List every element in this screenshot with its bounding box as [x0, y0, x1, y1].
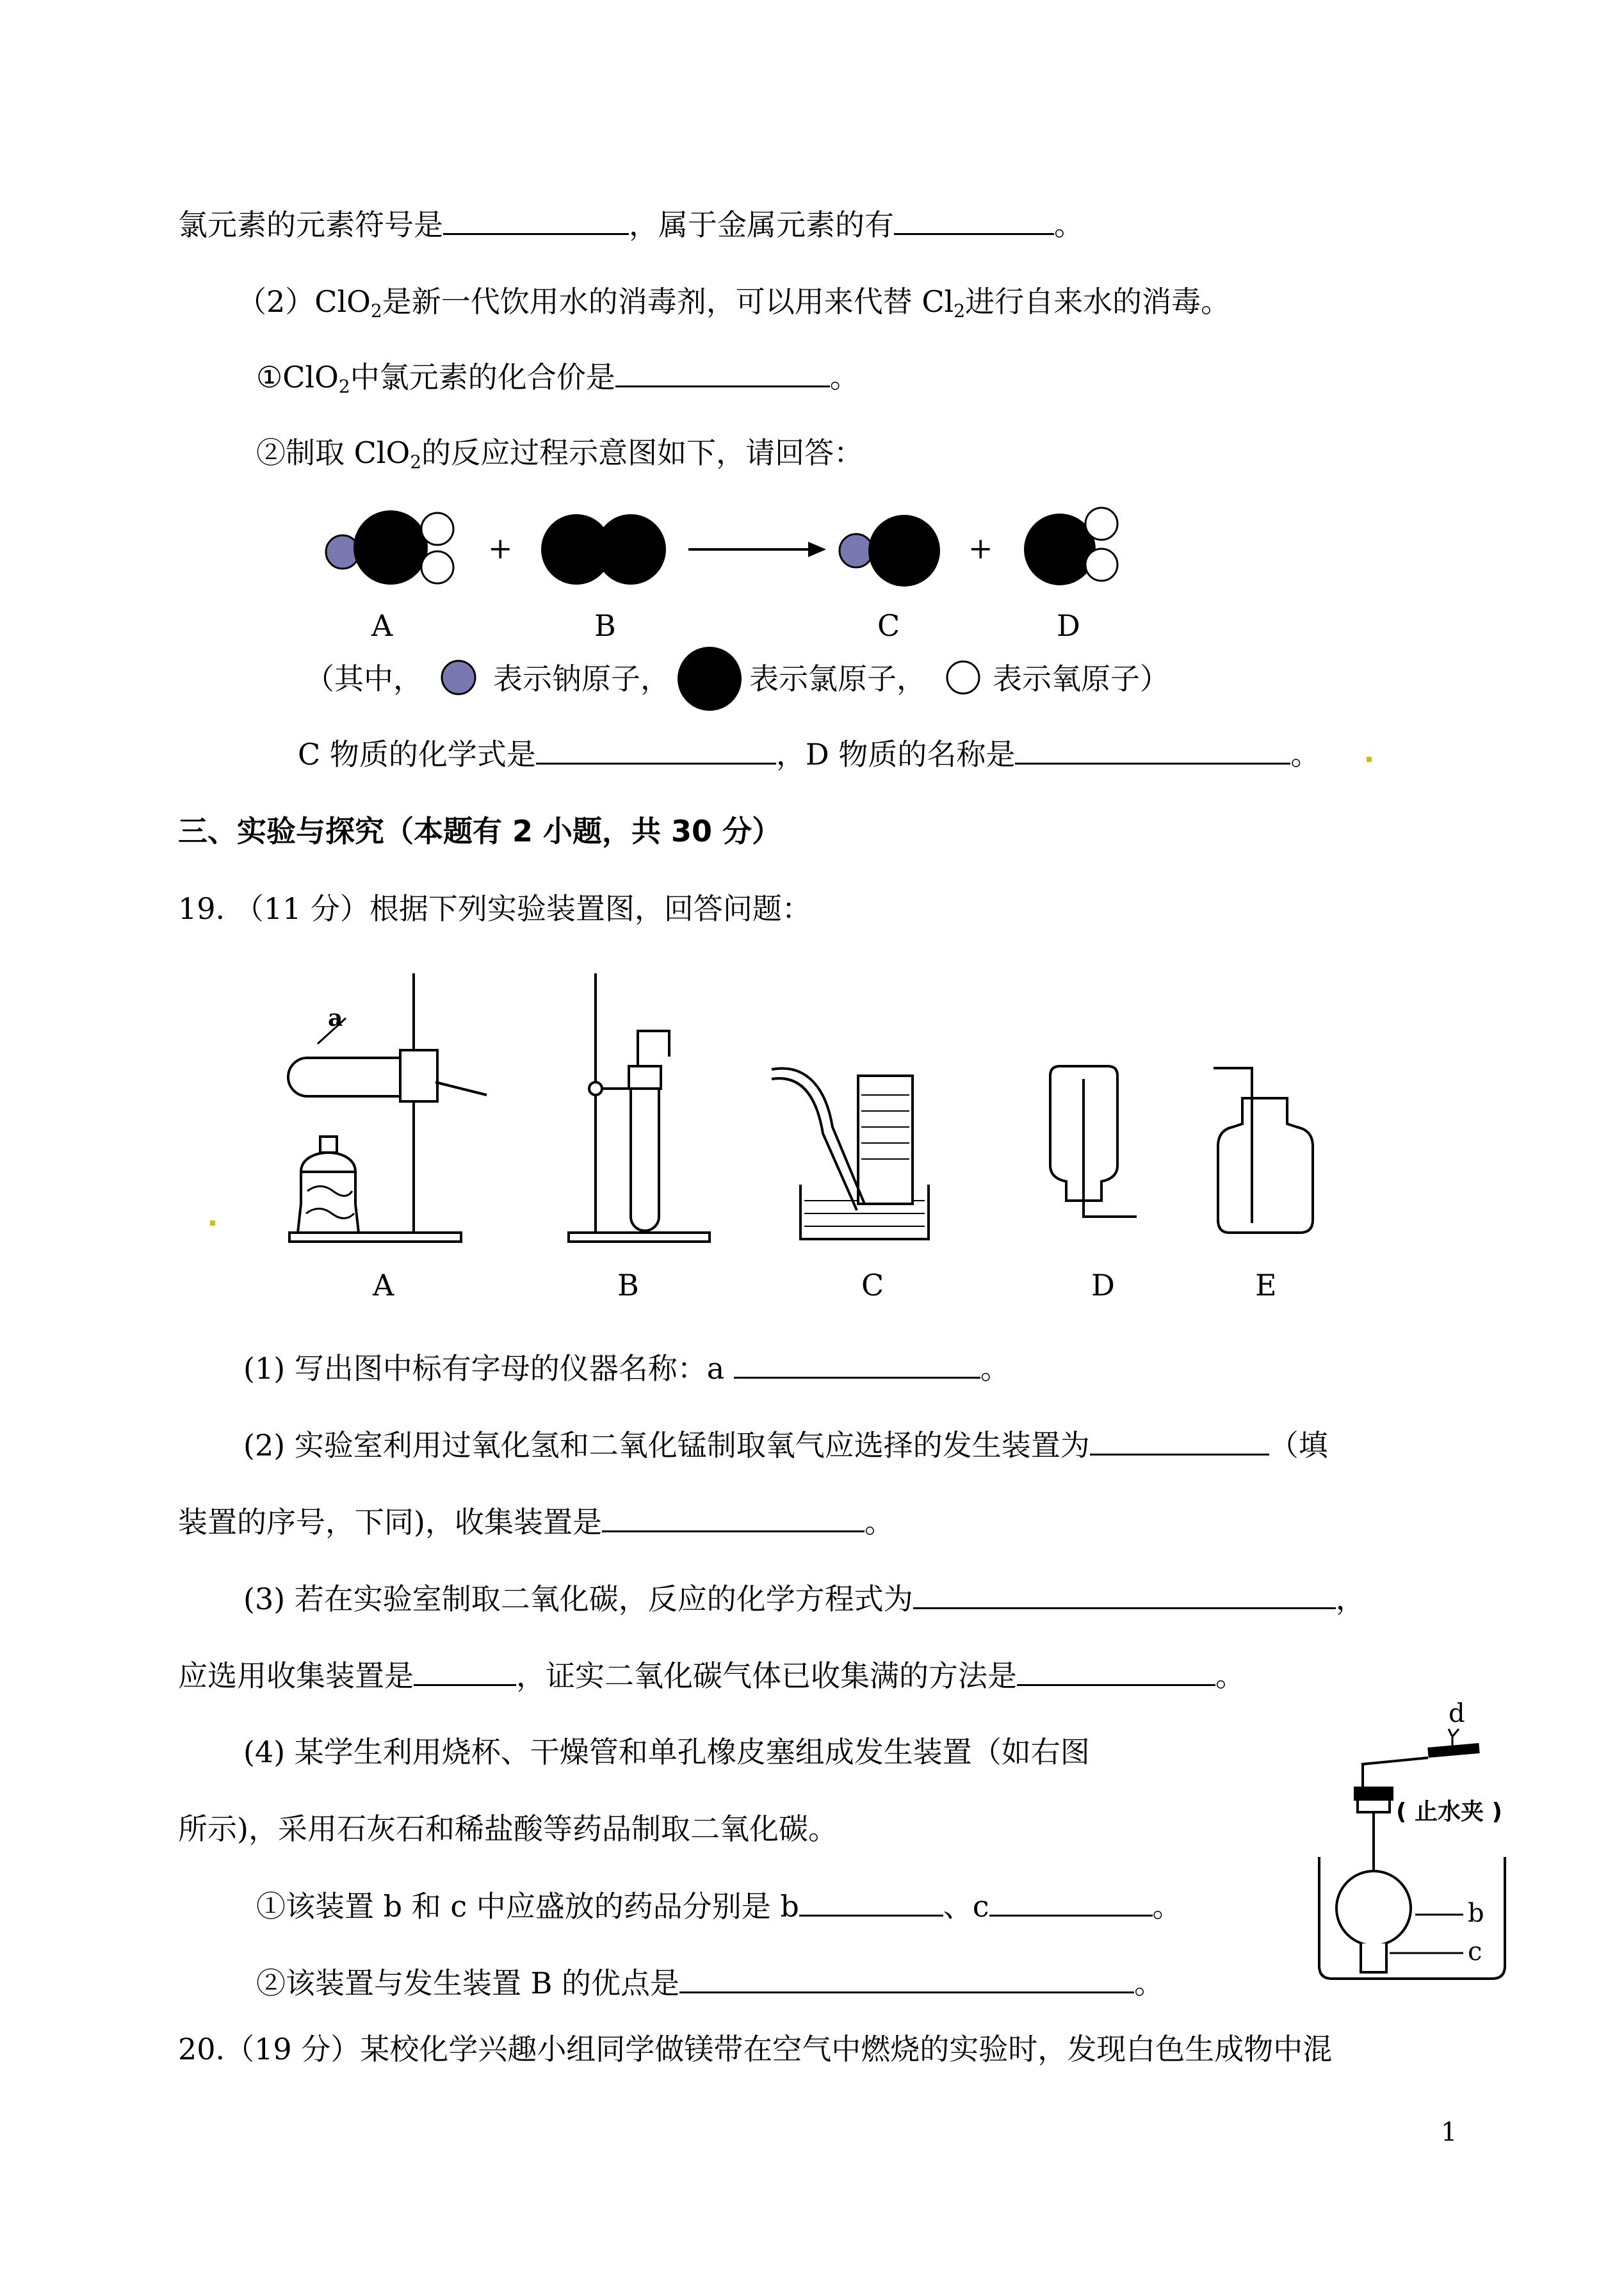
- blank-co2-equation[interactable]: [913, 1579, 1336, 1609]
- q19-intro: 19. （11 分）根据下列实验装置图，回答问题：: [178, 891, 811, 926]
- fig-label-d: d: [1449, 1699, 1465, 1728]
- text: ②制取 ClO: [256, 435, 410, 470]
- text: 是新一代饮用水的消毒剂，可以用来代替 Cl: [382, 284, 954, 319]
- q20-intro: 20.（19 分）某校化学兴趣小组同学做镁带在空气中燃烧的实验时，发现白色生成物中混: [178, 2032, 1333, 2066]
- subscript: 2: [338, 376, 350, 397]
- subscript: 2: [370, 300, 382, 321]
- blank-valence[interactable]: [615, 357, 830, 387]
- legend-o-atom: [947, 661, 979, 693]
- text: 。: [864, 1505, 894, 1539]
- q18-sub1: [256, 357, 859, 396]
- q18-sub2: [256, 434, 863, 472]
- text: (3) 若在实验室制取二氧化碳，反应的化学方程式为: [243, 1582, 913, 1616]
- apparatus-a: [288, 973, 487, 1242]
- fig-label-clamp: ( 止水夹 ): [1396, 1799, 1502, 1825]
- app-label-e: E: [1255, 1268, 1277, 1302]
- molecule-b: [541, 514, 666, 585]
- molecule-d: [1024, 508, 1117, 585]
- blank-instrument-a[interactable]: [734, 1349, 980, 1379]
- apparatus-d: [1050, 1066, 1137, 1217]
- page-number: 1: [1441, 2118, 1458, 2147]
- stray-mark-2: [210, 1220, 215, 1226]
- text: 。: [1054, 207, 1084, 242]
- text: ，属于金属元素的有: [629, 207, 894, 242]
- text: 应选用收集装置是: [178, 1658, 414, 1693]
- text: ，证实二氧化碳气体已收集满的方法是: [516, 1658, 1017, 1693]
- text: （2）ClO: [237, 284, 371, 319]
- text: C 物质的化学式是: [298, 737, 536, 772]
- apparatus-c: [772, 1068, 929, 1239]
- stray-mark: [1367, 757, 1372, 762]
- blank-metal-elements[interactable]: [894, 205, 1054, 235]
- app-label-a: A: [373, 1268, 394, 1302]
- text: 氯元素的元素符号是: [178, 207, 443, 242]
- legend-na: 表示钠原子，: [493, 661, 670, 696]
- apparatus-b: [569, 973, 710, 1242]
- text: 。: [1215, 1658, 1245, 1693]
- q19-p2-line1: [243, 1425, 1328, 1464]
- text: 。: [829, 360, 859, 394]
- text: ，: [1335, 1582, 1365, 1616]
- text: 。: [980, 1351, 1010, 1386]
- blank-o2-generator[interactable]: [1090, 1425, 1269, 1456]
- label-c: C: [877, 608, 900, 643]
- legend-open: （其中，: [305, 661, 423, 696]
- plus-1: +: [488, 531, 513, 565]
- app-label-c: C: [861, 1268, 884, 1302]
- fig-label-c: c: [1468, 1937, 1482, 1967]
- label-d: D: [1057, 608, 1080, 643]
- legend-cl-atom: [678, 647, 742, 711]
- apparatus-e: [1214, 1068, 1313, 1233]
- text: 。: [1134, 1966, 1164, 2000]
- blank-co2-collector[interactable]: [414, 1656, 516, 1686]
- text: 装置的序号，下同)，收集装置是: [178, 1505, 602, 1539]
- label-a: A: [371, 608, 393, 643]
- blank-c-formula[interactable]: [536, 734, 776, 765]
- app-label-b: B: [617, 1268, 639, 1302]
- app-label-d: D: [1091, 1268, 1115, 1302]
- legend-na-atom: [442, 661, 475, 694]
- subscript: 2: [410, 451, 422, 473]
- fig-label-b: b: [1468, 1899, 1484, 1928]
- q19-p4-line2: 所示)，采用石灰石和稀盐酸等药品制取二氧化碳。: [178, 1812, 838, 1846]
- blank-c-reagent[interactable]: [989, 1886, 1153, 1917]
- q18-line1: [178, 205, 1084, 244]
- section3-heading: 三、实验与探究（本题有 2 小题，共 30 分）: [178, 814, 782, 848]
- text: (2) 实验室利用过氧化氢和二氧化锰制取氧气应选择的发生装置为: [243, 1428, 1090, 1463]
- molecule-a: [326, 510, 453, 585]
- text: （填: [1269, 1428, 1328, 1463]
- label-tube-a: a: [328, 1005, 343, 1032]
- q19-p4-line3: [256, 1886, 1182, 1926]
- text: 。: [1152, 1889, 1182, 1924]
- text: ①该装置 b 和 c 中应盛放的药品分别是 b: [256, 1889, 799, 1924]
- q19-p2-line2: [178, 1502, 894, 1541]
- q19-p4-line1: (4) 某学生利用烧杯、干燥管和单孔橡皮塞组成发生装置（如右图: [243, 1735, 1090, 1769]
- blank-d-name[interactable]: [1015, 734, 1290, 765]
- legend-o: 表示氧原子）: [993, 661, 1169, 696]
- q19-p1: [243, 1349, 1010, 1388]
- text: ，D 物质的名称是: [775, 737, 1016, 772]
- text: 、c: [943, 1889, 989, 1924]
- blank-advantage[interactable]: [679, 1963, 1134, 1993]
- q19-p3-line2: [178, 1656, 1245, 1695]
- text: 中氯元素的化合价是: [350, 360, 615, 394]
- plus-2: +: [968, 531, 993, 565]
- q18-part2: [237, 282, 1230, 321]
- molecule-c: [840, 515, 940, 587]
- text: ①ClO: [256, 360, 339, 394]
- q18-cd-line: [298, 734, 1320, 774]
- blank-co2-full-method[interactable]: [1017, 1656, 1215, 1686]
- blank-cl-symbol[interactable]: [443, 205, 629, 235]
- q19-p4-line4: [256, 1963, 1164, 2002]
- subscript: 2: [954, 300, 966, 321]
- text: 进行自来水的消毒。: [965, 284, 1231, 319]
- text: 。: [1290, 737, 1320, 772]
- q19-p3-line1: [243, 1579, 1365, 1618]
- legend-cl: 表示氯原子，: [749, 661, 926, 696]
- text: (1) 写出图中标有字母的仪器名称：a: [243, 1351, 725, 1386]
- blank-b-reagent[interactable]: [799, 1886, 943, 1917]
- text: ②该装置与发生装置 B 的优点是: [256, 1966, 680, 2000]
- text: 的反应过程示意图如下，请回答：: [421, 435, 864, 470]
- blank-o2-collector[interactable]: [602, 1502, 865, 1532]
- reaction-arrow: [688, 542, 826, 557]
- label-b: B: [594, 608, 616, 643]
